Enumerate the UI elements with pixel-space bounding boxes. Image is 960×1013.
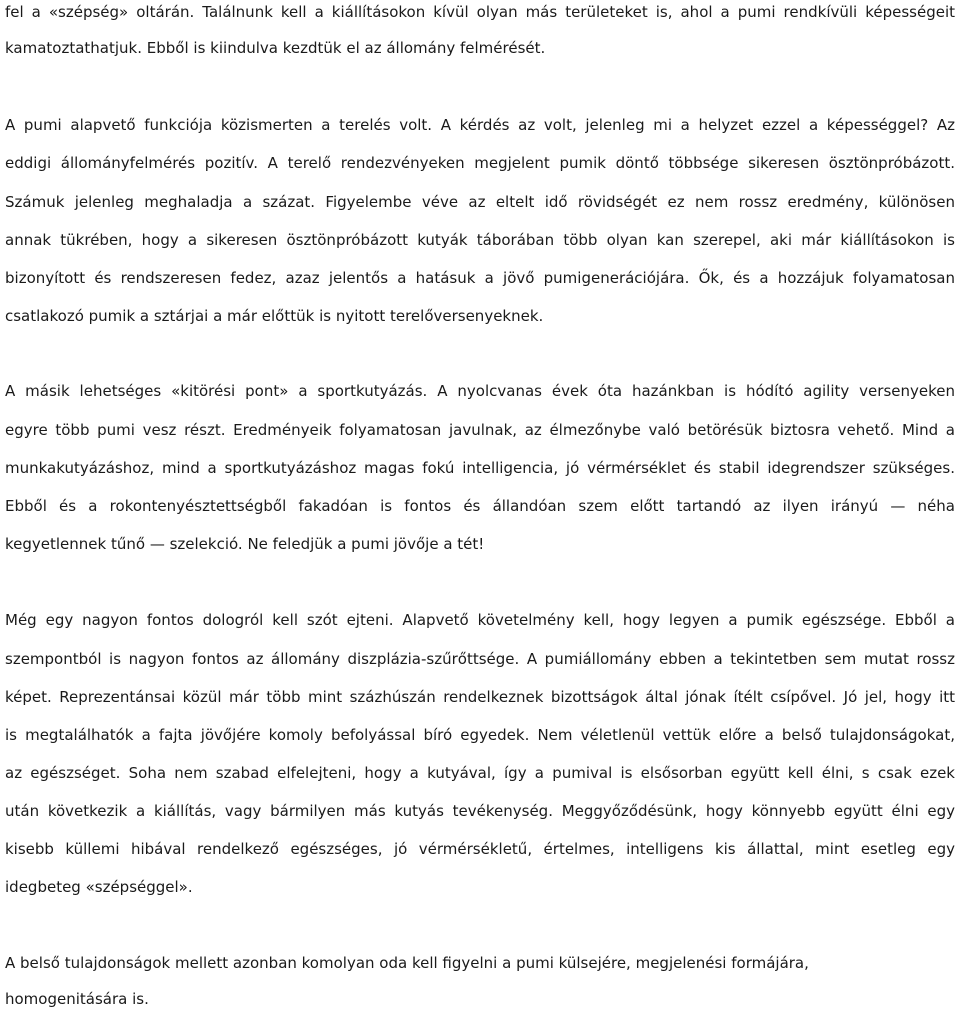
- paragraph-2-line-6: csatlakozó pumik a sztárjai a már előttük is nyitott terelőversenyeknek.: [5, 307, 544, 325]
- paragraph-4-line-5: az egészséget. Soha nem szabad elfelejteni, hogy a kutyával, így a pumival is elsősorban együtt kell élni, s csak ezek: [5, 764, 955, 782]
- paragraph-4-line-6: után következik a kiállítás, vagy bármilyen más kutyás tevékenység. Meggyőződésünk, hogy könnyebb együtt élni egy: [5, 802, 955, 820]
- paragraph-4-line-2: szempontból is nagyon fontos az állomány diszplázia-szűrőttsége. A pumiállomány ebben a tekintetben sem mutat rossz: [5, 650, 955, 668]
- paragraph-2-line-1: A pumi alapvető funkciója közismerten a terelés volt. A kérdés az volt, jelenleg mi a helyzet ezzel a képességgel? Az: [5, 116, 955, 134]
- paragraph-4-line-4: is megtalálhatók a fajta jövőjére komoly befolyással bíró egyedek. Nem véletlenül vettük előre a belső tulajdonságokat,: [5, 726, 955, 744]
- paragraph-2-line-3: Számuk jelenleg meghaladja a százat. Figyelembe véve az eltelt idő rövidségét ez nem rossz eredmény, különösen: [5, 193, 955, 211]
- paragraph-4-line-7: kisebb küllemi hibával rendelkező egészséges, jó vérmérsékletű, értelmes, intelligens kis állattal, mint esetleg egy: [5, 840, 955, 858]
- paragraph-2-line-2: eddigi állományfelmérés pozitív. A terelő rendezvényeken megjelent pumik döntő többsége sikeresen ösztönpróbázott.: [5, 154, 955, 172]
- paragraph-2-line-4: annak tükrében, hogy a sikeresen ösztönpróbázott kutyák táborában több olyan kan szerepel, aki már kiállításokon is: [5, 231, 955, 249]
- paragraph-3-line-3: munkakutyázáshoz, mind a sportkutyázáshoz magas fokú intelligencia, jó vérmérséklet és stabil idegrendszer szükséges.: [5, 459, 955, 477]
- paragraph-3-line-5: kegyetlennek tűnő — szelekció. Ne feledjük a pumi jövője a tét!: [5, 535, 485, 553]
- paragraph-1-line-1: fel a «szépség» oltárán. Találnunk kell a kiállításokon kívül olyan más területeket is, ahol a pumi rendkívüli képességeit: [5, 3, 955, 21]
- paragraph-3-line-4: Ebből és a rokontenyésztettségből fakadóan is fontos és állandóan szem előtt tartandó az ilyen irányú — néha: [5, 497, 955, 515]
- paragraph-3-line-1: A másik lehetséges «kitörési pont» a sportkutyázás. A nyolcvanas évek óta hazánkban is hódító agility versenyeken: [5, 382, 955, 400]
- paragraph-2-line-5: bizonyított és rendszeresen fedez, azaz jelentős a hatásuk a jövő pumigenerációjára. Ők, és a hozzájuk folyamatosan: [5, 269, 955, 287]
- paragraph-5-line-2: homogenitására is.: [5, 990, 149, 1008]
- paragraph-5-line-1: A belső tulajdonságok mellett azonban komolyan oda kell figyelni a pumi külsejére, megjelenési formájára,: [5, 954, 809, 972]
- paragraph-4-line-3: képet. Reprezentánsai közül már több mint százhúszán rendelkeznek bizottságok által jónak ítélt csípővel. Jó jel, hogy itt: [5, 688, 955, 706]
- paragraph-4-line-8: idegbeteg «szépséggel».: [5, 878, 193, 896]
- paragraph-1-line-2: kamatoztathatjuk. Ebből is kiindulva kezdtük el az állomány felmérését.: [5, 39, 546, 57]
- paragraph-4-line-1: Még egy nagyon fontos dologról kell szót ejteni. Alapvető követelmény kell, hogy legyen a pumik egészsége. Ebből a: [5, 611, 955, 629]
- paragraph-3-line-2: egyre több pumi vesz részt. Eredményeik folyamatosan javulnak, az élmezőnybe való betörésük biztosra vehető. Mind a: [5, 421, 955, 439]
